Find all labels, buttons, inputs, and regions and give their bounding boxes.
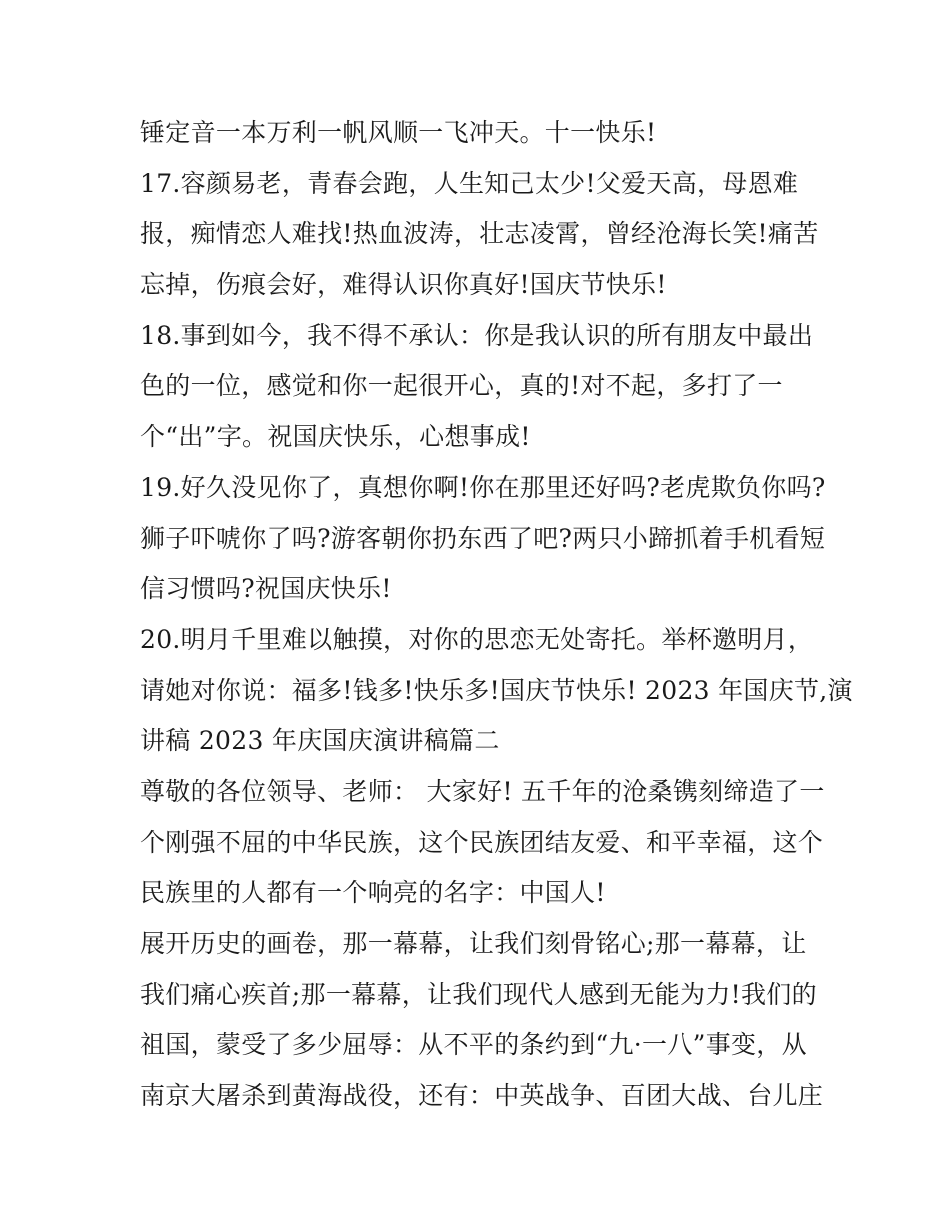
text-line: 民族里的人都有一个响亮的名字：中国人!: [140, 878, 606, 908]
text-line: 19.好久没见你了，真想你啊!你在那里还好吗?老虎欺负你吗?: [140, 472, 826, 502]
text-line: 20.明月千里难以触摸，对你的思恋无处寄托。举杯邀明月，: [140, 624, 814, 654]
text-line: 色的一位，感觉和你一起很开心，真的!对不起，多打了一: [140, 371, 783, 401]
text-line: 个刚强不屈的中华民族，这个民族团结友爱、和平幸福，这个: [140, 827, 824, 857]
text-line: 17.容颜易老，青春会跑，人生知己太少!父爱天高，母恩难: [140, 168, 799, 198]
text-line: 狮子吓唬你了吗?游客朝你扔东西了吧?两只小蹄抓着手机看短: [140, 523, 826, 553]
text-line: 报，痴情恋人难找!热血波涛，壮志凌霄，曾经沧海长笑!痛苦: [140, 219, 819, 249]
text-line: 尊敬的各位领导、老师： 大家好! 五千年的沧桑镌刻缔造了一: [140, 776, 825, 806]
text-line: 忘掉，伤痕会好，难得认识你真好!国庆节快乐!: [140, 270, 667, 300]
text-line: 锤定音一本万利一帆风顺一飞冲天。十一快乐!: [140, 118, 657, 147]
text-line: 个“出”字。祝国庆快乐，心想事成!: [140, 422, 531, 452]
text-line: 请她对你说：福多!钱多!快乐多!国庆节快乐! 2023 年国庆节,演: [140, 675, 853, 705]
text-line: 南京大屠杀到黄海战役，还有：中英战争、百团大战、台儿庄: [140, 1081, 824, 1111]
text-line: 信习惯吗?祝国庆快乐!: [140, 574, 392, 604]
text-line: 18.事到如今，我不得不承认：你是我认识的所有朋友中最出: [140, 320, 814, 350]
text-line: 展开历史的画卷，那一幕幕，让我们刻骨铭心;那一幕幕，让: [140, 929, 807, 958]
text-line: 我们痛心疾首;那一幕幕，让我们现代人感到无能为力!我们的: [140, 979, 817, 1009]
document-body: [140, 108, 853, 1122]
text-line: 祖国，蒙受了多少屈辱：从不平的条约到“九·一八”事变，从: [140, 1030, 807, 1060]
text-line: 讲稿 2023 年庆国庆演讲稿篇二: [140, 726, 500, 756]
